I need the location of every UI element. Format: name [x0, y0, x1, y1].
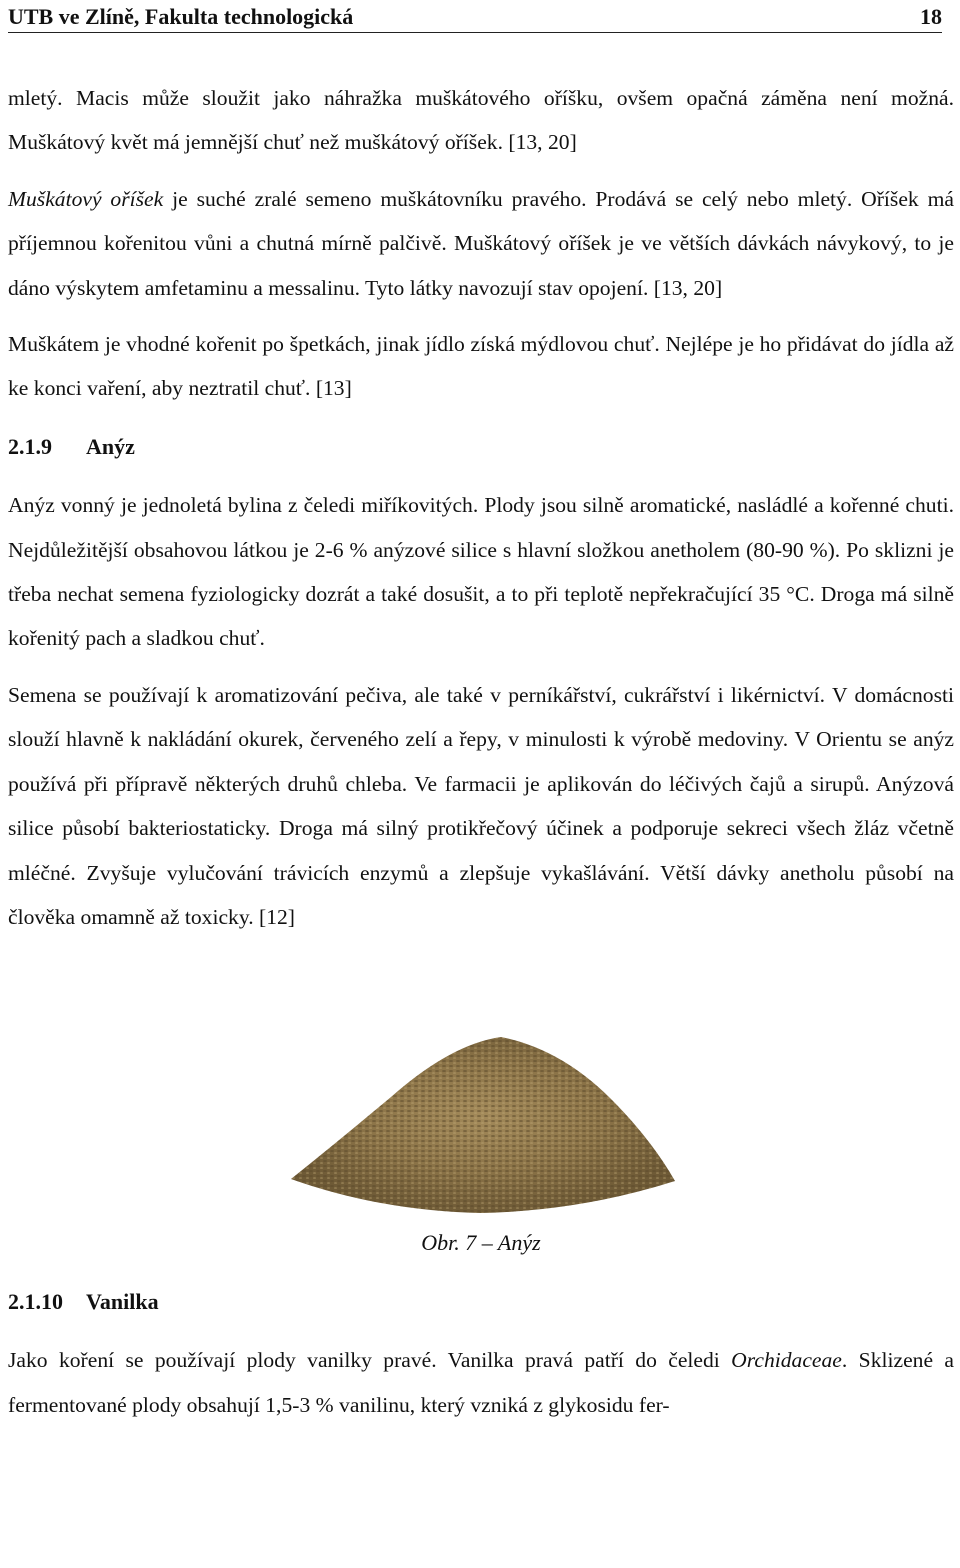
- section-title: Anýz: [86, 433, 135, 459]
- paragraph-vanilka-text-1: Jako koření se používají plody vanilky pravé. Vanilka pravá patří do čeledi: [8, 1348, 732, 1373]
- page-number: 18: [920, 4, 942, 29]
- page-header: [8, 0, 942, 33]
- anise-seeds-image: [281, 1019, 681, 1219]
- paragraph-muskatovy-orisek: [8, 177, 954, 310]
- paragraph-anyz-description: Anýz vonný je jednoletá bylina z čeledi miříkovitých. Plody jsou silně aromatické, nasládlé a kořenné chuti. Nejdůležitější obsahovou látkou je 2-6 % anýzové silice s hlavní složkou anetholem (80-90 %). Po sklizni je třeba nechat semena fyziologicky dozrát a také dosušit, a to při teplotě nepřekračující 35 °C. Droga má silně kořenitý pach a sladkou chuť.: [8, 493, 954, 651]
- paragraph-vanilka: [8, 1338, 954, 1427]
- paragraph-macis: mletý. Macis může sloužit jako náhražka muškátového oříšku, ovšem opačná záměna není možná. Muškátový květ má jemnější chuť než muškátový oříšek. [13, 20]: [8, 86, 954, 155]
- figure-caption: Obr. 7 – Anýz: [421, 1230, 541, 1256]
- paragraph-vanilka-text-2: . Sklizené a fermentované plody obsahují 1,5-3 % vanilinu, který vzniká z glykosidu fer-: [8, 1348, 954, 1417]
- figure-anyz: [8, 959, 954, 1221]
- paragraph-muskatovy-orisek-text: je suché zralé semeno muškátovníku pravého. Prodává se celý nebo mletý. Oříšek má příjemnou kořenitou vůni a chutná mírně palčivě. Muškátový oříšek je ve větších dávkách návykový, to je dáno výskytem amfetaminu a messalinu. Tyto látky navozují stav opojení. [13, 20]: [8, 186, 954, 300]
- section-number: 2.1.10: [8, 1288, 63, 1314]
- term-orchidaceae: Orchidaceae: [731, 1348, 842, 1373]
- paragraph-anyz-usage: Semena se používají k aromatizování pečiva, ale také v perníkářství, cukrářství i likérnictví. V domácnosti slouží hlavně k nakládání okurek, červeného zelí a řepy, v minulosti k výrobě medoviny. V Orientu se anýz používá při přípravě některých druhů chleba. Ve farmacii je aplikován do léčivých čajů a sirupů. Anýzová silice působí bakteriostaticky. Droga má silný protikřečový účinek a podporuje sekreci všech žláz včetně mléčné. Zvyšuje vylučování trávicích enzymů a zlepšuje vykašlávání. Větší dávky anetholu působí na člověka omamně až toxicky. [12]: [8, 682, 954, 929]
- section-number: 2.1.9: [8, 433, 52, 459]
- term-muskatovy-orisek: Muškátový oříšek: [8, 186, 164, 211]
- page-content: [8, 76, 954, 1427]
- section-heading-anyz: [8, 425, 954, 469]
- paragraph-muskat-usage: Muškátem je vhodné kořenit po špetkách, jinak jídlo získá mýdlovou chuť. Nejlépe je ho přidávat do jídla až ke konci vaření, aby neztratil chuť. [13]: [8, 332, 954, 401]
- header-title: UTB ve Zlíně, Fakulta technologická: [8, 4, 354, 29]
- section-title: Vanilka: [86, 1288, 159, 1314]
- section-heading-vanilka: [8, 1280, 954, 1324]
